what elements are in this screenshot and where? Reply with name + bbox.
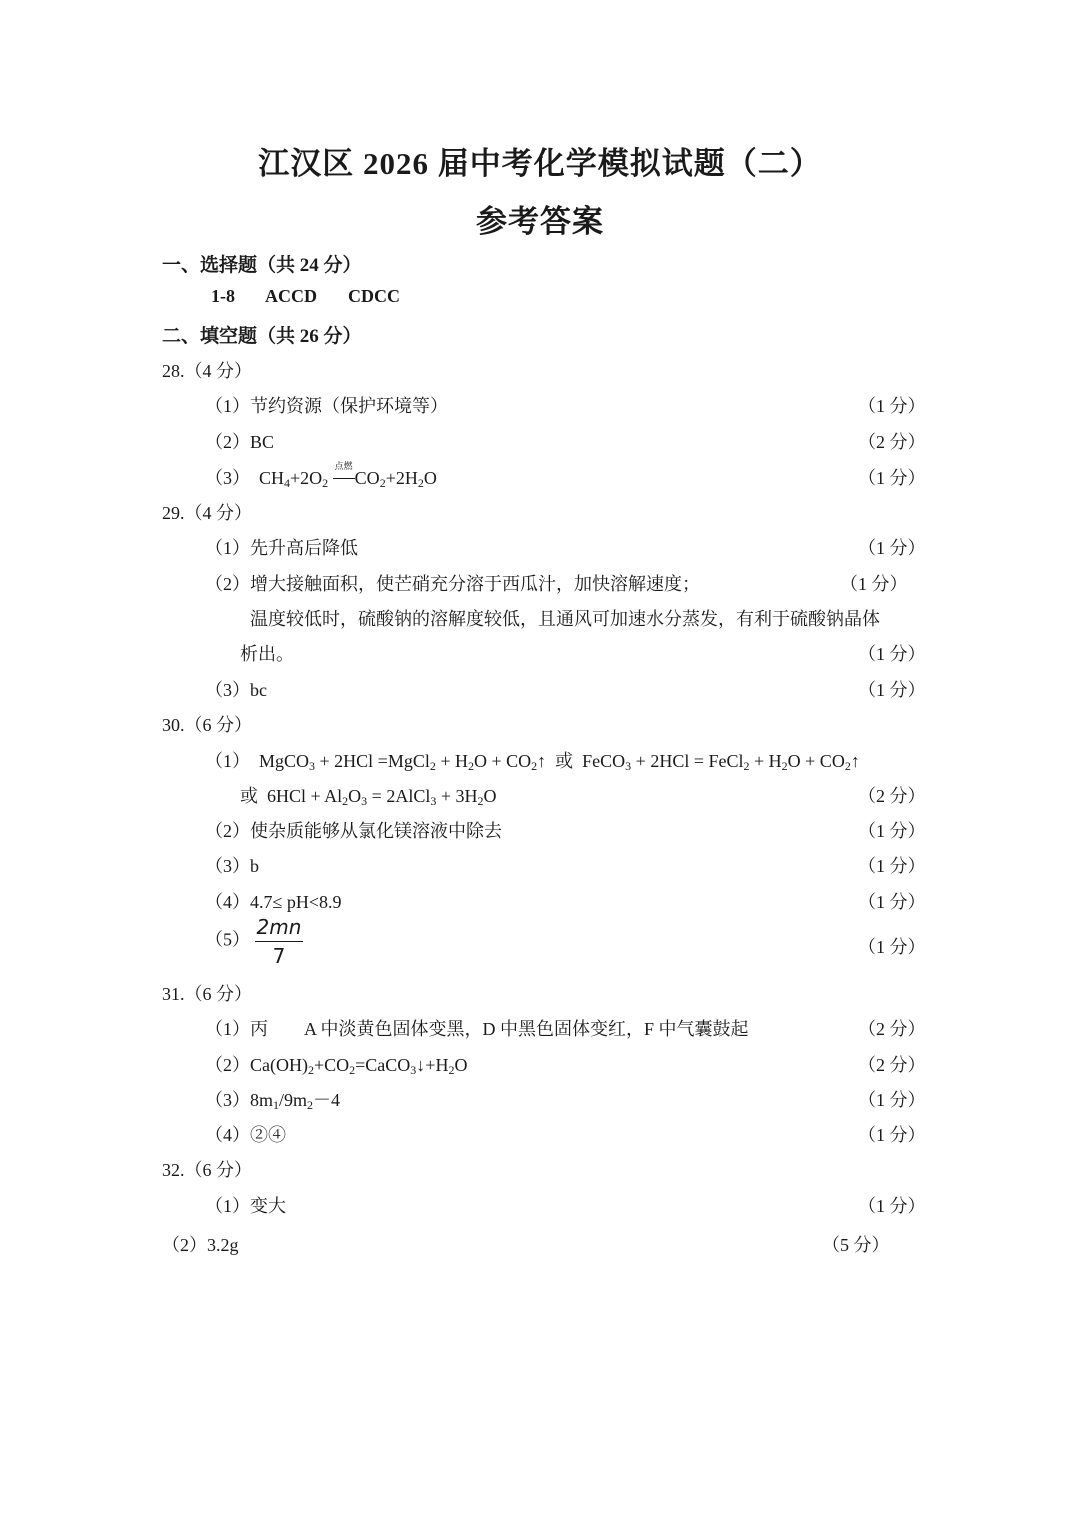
- q28-score-2: （2 分）: [858, 432, 926, 452]
- q32-heading: 32.（6 分）: [162, 1160, 252, 1180]
- q30-answer-4: （4）4.7≤ pH<8.9: [205, 892, 342, 912]
- q31-answer-3-label: （3）: [205, 1090, 250, 1110]
- q29-answer-2: （2）增大接触面积，使芒硝充分溶于西瓜汁，加快溶解速度；: [205, 574, 700, 594]
- q28-answer-2: （2）BC: [205, 432, 275, 452]
- q32-score-1: （1 分）: [858, 1196, 926, 1216]
- q31-answer-3: [205, 1086, 340, 1112]
- q30-equation-2: 或 $6HCl + Al_2O_3$ = 2AlCl$_3$ + $3H_2O$: [240, 786, 497, 808]
- q29-answer-3: （3）bc: [205, 680, 267, 700]
- q31-score-3: （1 分）: [858, 1090, 926, 1110]
- q28-answer-1: （1）节约资源（保护环境等）: [205, 396, 448, 416]
- q30-answer-1: [205, 747, 860, 773]
- q28-equation: $CH_4+2O_2$ 点燃 $CO_2+2H_2O$: [254, 461, 437, 490]
- q28-heading: 28.（4 分）: [162, 361, 252, 381]
- q30-score-1: （2 分）: [858, 786, 926, 806]
- q30-answer-3: （3）b: [205, 856, 259, 876]
- q30-answer-2: （2）使杂质能够从氯化镁溶液中除去: [205, 821, 502, 841]
- q31-score-4: （1 分）: [858, 1125, 926, 1145]
- q29-answer-2-cont: 温度较低时，硫酸钠的溶解度较低，且通风可加速水分蒸发，有利于硫酸钠晶体: [250, 609, 880, 629]
- q30-score-2: （1 分）: [858, 821, 926, 841]
- q28-answer-3: [205, 461, 437, 490]
- choice-answers-b: CDCC: [348, 286, 400, 306]
- q29-score-3: （1 分）: [858, 680, 926, 700]
- q31-score-1: （2 分）: [858, 1019, 926, 1039]
- q32-score-2: （5 分）: [822, 1235, 890, 1255]
- fraction-numerator: 2mn: [256, 915, 302, 939]
- q29-answer-1: （1）先升高后降低: [205, 538, 358, 558]
- q28-score-1: （1 分）: [858, 396, 926, 416]
- q31-equation: $Ca(OH)_2+CO_2=CaCO_3↓+H_2O$: [250, 1055, 468, 1077]
- q30-fraction: [255, 915, 304, 968]
- q28-answer-3-label: （3）: [205, 468, 250, 488]
- q29-score-2b: （1 分）: [858, 644, 926, 664]
- q30-answer-5-label: （5）: [205, 929, 250, 950]
- q30-score-5: （1 分）: [858, 937, 926, 957]
- q32-answer-1: （1）变大: [205, 1196, 286, 1216]
- q30-equation-1: MgCO$_3$ + 2HCl =MgCl$_2$ + $H_2O$ + $CO_2↑$ 或 FeCO$_3$ + 2HCl = FeCl$_2$ + $H_2O$ + $CO_2↑$: [254, 751, 860, 773]
- section-fill-heading: 二、填空题（共 26 分）: [162, 326, 362, 347]
- q31-expression: $8m_1/9m_2-4$: [250, 1090, 341, 1112]
- choice-range: 1-8: [211, 286, 235, 306]
- q29-answer-2-end: 析出。: [240, 644, 294, 664]
- reaction-condition: 点燃: [334, 461, 353, 471]
- fraction-denominator: 7: [272, 944, 286, 968]
- q32-answer-2: （2）3.2g: [162, 1235, 239, 1255]
- q29-heading: 29.（4 分）: [162, 503, 252, 523]
- q31-answer-2: [205, 1051, 467, 1077]
- q31-answer-2-label: （2）: [205, 1055, 250, 1075]
- q28-score-3: （1 分）: [858, 468, 926, 488]
- page-subtitle: 参考答案: [476, 204, 604, 239]
- q30-heading: 30.（6 分）: [162, 715, 252, 735]
- q30-answer-1-label: （1）: [205, 751, 250, 771]
- q30-score-3: （1 分）: [858, 856, 926, 876]
- q31-answer-4: （4）②④: [205, 1125, 286, 1145]
- q31-heading: 31.（6 分）: [162, 984, 252, 1004]
- q31-answer-1: （1）丙 A 中淡黄色固体变黑，D 中黑色固体变红，F 中气囊鼓起: [205, 1019, 749, 1039]
- q29-score-2: （1 分）: [840, 574, 908, 594]
- q30-score-4: （1 分）: [858, 892, 926, 912]
- page-title: 江汉区 2026 届中考化学模拟试题（二）: [258, 146, 822, 181]
- choice-answers-a: ACCD: [265, 286, 317, 306]
- q31-score-2: （2 分）: [858, 1055, 926, 1075]
- section-choice-heading: 一、选择题（共 24 分）: [162, 255, 362, 276]
- q30-answer-5: [205, 915, 303, 968]
- q29-score-1: （1 分）: [858, 538, 926, 558]
